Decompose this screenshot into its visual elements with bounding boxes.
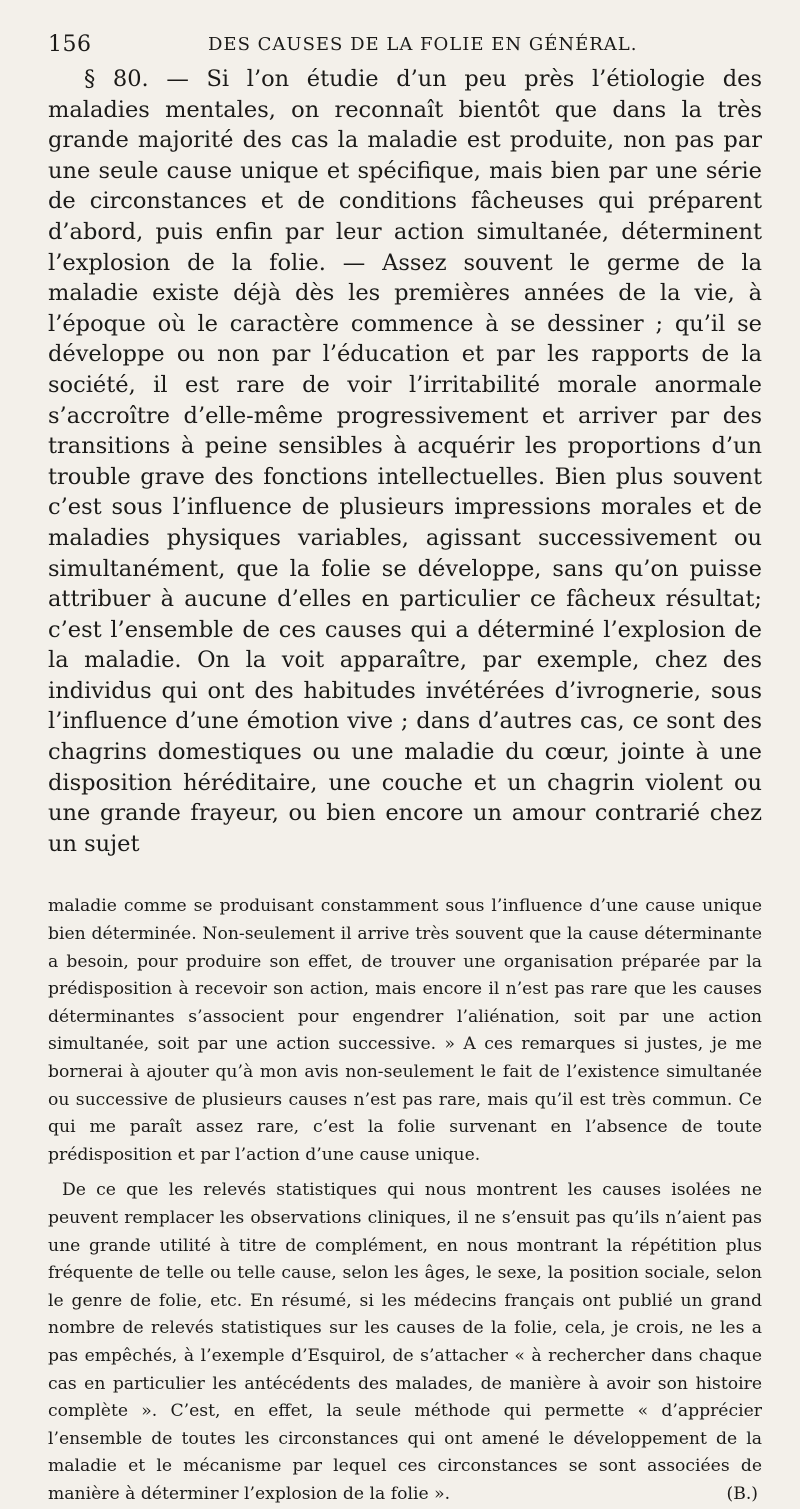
footnote-paragraph-1: maladie comme se produisant constamment sous l’influence d’une cause unique bien déterminée. Non-seulement il arrive très souvent que la cause déterminante a besoin, pour produire son effet, de trouver une organisation préparée par la prédisposition à recevoir son action, mais encore il n’est pas rare que les causes déterminantes s’associent pour engendrer l’aliénation, soit par une action simultanée, soit par une action successive. » A ces remarques si justes, je me bornerai à ajouter qu’à mon avis non-seulement le fait de l’existence simultanée ou successive de plusieurs causes n’est pas rare, mais qu’il est très commun. Ce qui me paraît assez rare, c’est la folie survenant en l’absence de toute prédisposition et par l’action d’une cause unique. <box>48 896 762 1165</box>
main-paragraph: § 80. — Si l’on étudie d’un peu près l’étiologie des maladies mentales, on reconnaît bientôt que dans la très grande majorité des cas la maladie est produite, non pas par une seule cause unique et spécifique, mais bien par une série de circonstances et de conditions fâcheuses qui préparent d’abord, puis enfin par leur action simultanée, déterminent l’explosion de la folie. — Assez souvent le germe de la maladie existe déjà dès les premières années de la vie, à l’époque où le caractère commence à se dessiner ; qu’il se développe ou non par l’éducation et par les rapports de la société, il est rare de voir l’irritabilité morale anormale s’accroître d’elle-même progressivement et arriver par des transitions à peine sensibles à acquérir les proportions d’un trouble grave des fonctions intellectuelles. Bien plus souvent c’est sous l’influence de plusieurs impressions morales et de maladies physiques variables, agissant successivement ou simultanément, que la folie se développe, sans qu’on puisse attribuer à aucune d’elles en particulier ce fâcheux résultat; c’est l’ensemble de ces causes qui a déterminé l’explosion de la maladie. On la voit apparaître, par exemple, chez des individus qui ont des habitudes invétérées d’ivrognerie, sous l’influence d’une émotion vive ; dans d’autres cas, ce sont des chagrins domestiques ou une maladie du cœur, jointe à une disposition héréditaire, une couche et un chagrin violent ou une grande frayeur, ou bien encore un amour contrarié chez un sujet <box>48 66 762 857</box>
running-head <box>48 30 762 64</box>
footnote-signature: (B.) <box>726 1483 758 1504</box>
footnote-paragraph-2-text: De ce que les relevés statistiques qui nous montrent les causes isolées ne peuvent remplacer les observations cliniques, il ne s’ensuit pas qu’ils n’aient pas une grande utilité à titre de complément, en nous montrant la répétition plus fréquente de telle ou telle cause, selon les âges, le sexe, la position sociale, selon le genre de folie, etc. En résumé, si les médecins français ont publié un grand nombre de relevés statistiques sur les causes de la folie, cela, je crois, ne les a pas empêchés, à l’exemple d’Esquirol, de s’attacher « à rechercher dans chaque cas en particulier les antécédents des malades, de manière à avoir son histoire complète ». C’est, en effet, la seule méthode qui permette « d’apprécier l’ensemble de toutes les circonstances qui ont amené le développement de la maladie et le mécanisme par lequel ces circonstances se sont associées de manière à déterminer l’explosion de la folie ». <box>48 1180 762 1504</box>
footnote-block <box>48 893 762 1508</box>
chapter-title: DES CAUSES DE LA FOLIE EN GÉNÉRAL. <box>208 34 638 55</box>
page-number: 156 <box>48 32 92 57</box>
footnote-paragraph-2 <box>48 1177 762 1508</box>
